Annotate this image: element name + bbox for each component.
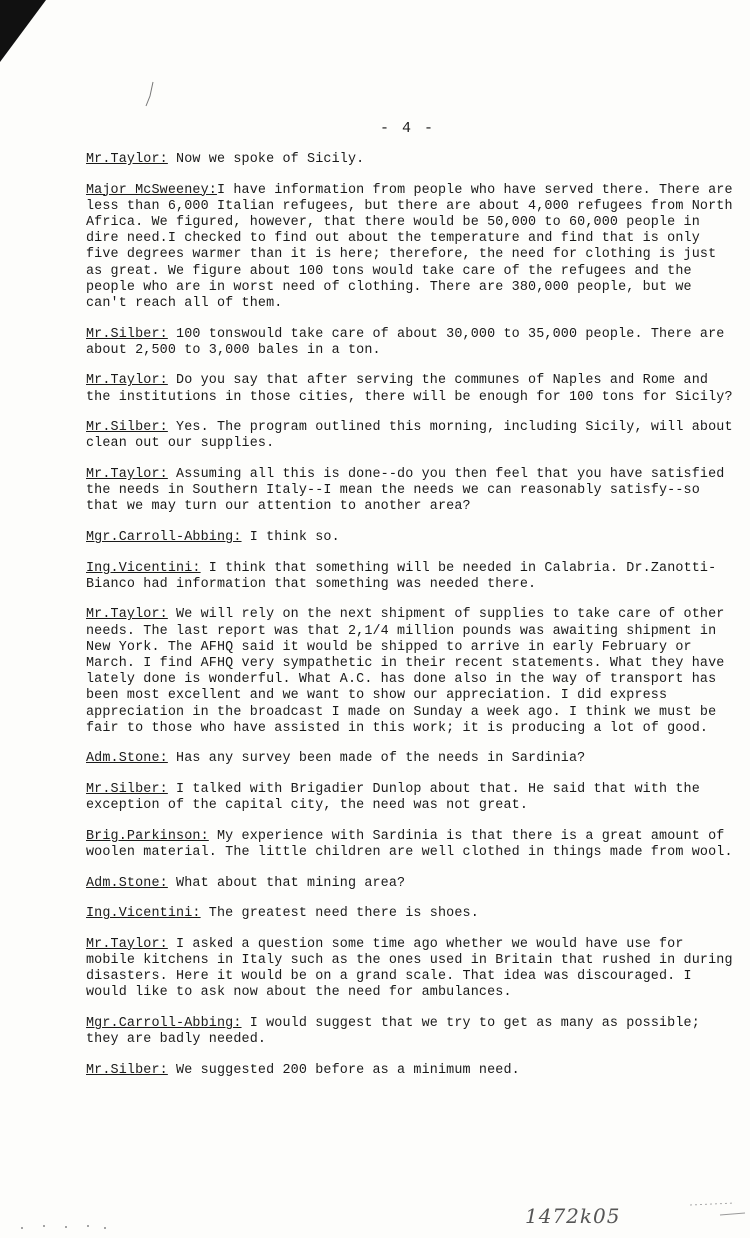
speaker-name: Mr.Taylor: xyxy=(86,467,168,482)
statement-text: My experience with Sardinia is that there is a great amount of woolen material. The little children are well clothed in things made from wool. xyxy=(86,828,733,860)
dialogue-paragraph xyxy=(86,751,736,767)
dialogue-paragraph xyxy=(86,327,736,359)
statement-text: I asked a question some time ago whether we would have use for mobile kitchens in Italy such as the ones used in Britain that rushed in during disasters. Here it would be on a grand scale. That idea was discouraged. I would like to ask now about the need for ambulances. xyxy=(86,936,733,1001)
speaker-name: Ing.Vicentini: xyxy=(86,560,201,576)
dialogue-paragraph xyxy=(86,152,736,168)
speaker-name: Mr.Taylor: xyxy=(86,936,168,952)
dialogue-paragraph xyxy=(86,183,736,313)
statement-text: We will rely on the next shipment of supplies to take care of other needs. The last report was that 2,1/4 million pounds was awaiting shipment in New York. The AFHQ said it would be shipped to arrive in early February or March. I find AFHQ very sympathetic in their recent statements. What they have lately done is wonderful. What A.C. has done also in the way of transport has been most excellent and we want to show our appreciation. I did express appreciation in the broadcast I made on Sunday a week ago. I think we must be fair to those who have assisted in this work; it is producing a lot of good. xyxy=(86,607,725,736)
statement-text: Now we spoke of Sicily. xyxy=(167,152,365,167)
dialogue-paragraph xyxy=(86,373,736,405)
scan-specks xyxy=(0,1195,750,1235)
folded-corner xyxy=(0,0,46,62)
statement-text: I would suggest that we try to get as many as possible; they are badly needed. xyxy=(86,1015,700,1048)
speaker-name: Mr.Taylor: xyxy=(86,607,168,623)
dialogue-paragraph xyxy=(86,530,736,546)
speaker-name: Mr.Silber: xyxy=(86,326,168,342)
statement-text: Assuming all this is done--do you then feel that you have satisfied the needs in Southern Italy--I mean the needs we can reasonably satisfy--so that we may turn our attention to another area? xyxy=(86,467,725,515)
speaker-name: Adm.Stone: xyxy=(86,751,168,767)
dialogue-paragraph xyxy=(86,420,736,452)
dialogue-paragraph xyxy=(86,782,736,814)
speaker-name: Ing.Vicentini: xyxy=(86,906,201,922)
dialogue-paragraph xyxy=(86,829,736,861)
dialogue-paragraph xyxy=(86,607,736,737)
statement-text: I have information from people who have served there. There are less than 6,000 Italian refugees, but there are about 4,000 refugees from North Africa. We figured, however, that there would be 50,000 to 60,000 people in dire need.I checked to find out about the temperature and find that is only five degrees warmer than it is here; therefore, the need for clothing is just as great. We figure about 100 tons would take care of the refugees and the people who are in worst need of clothing. There are 380,000 people, but we can't reach all of them. xyxy=(86,182,733,312)
statement-text: Yes. The program outlined this morning, including Sicily, will about clean out our supplies. xyxy=(86,420,733,452)
dialogue-paragraph xyxy=(86,906,736,922)
statement-text: Has any survey been made of the needs in Sardinia? xyxy=(167,751,586,767)
statement-text: I think that something will be needed in Calabria. Dr.Zanotti-Bianco had information that something was needed there. xyxy=(86,560,717,592)
statement-text: I think so. xyxy=(241,530,340,545)
pencil-mark xyxy=(138,80,158,110)
statement-text: What about that mining area? xyxy=(167,875,406,891)
speaker-name: Mr.Taylor: xyxy=(86,152,168,167)
speaker-name: Brig.Parkinson: xyxy=(86,828,209,844)
dialogue-paragraph xyxy=(86,561,736,593)
speaker-name: Adm.Stone: xyxy=(86,875,168,891)
speaker-name: Major McSweeney: xyxy=(86,182,217,198)
statement-text: 100 tonswould take care of about 30,000 to 35,000 people. There are about 2,500 to 3,000 bales in a ton. xyxy=(86,326,725,358)
transcript-body xyxy=(86,152,736,1093)
dialogue-paragraph xyxy=(86,1063,736,1079)
dialogue-paragraph xyxy=(86,467,736,516)
page-number: - 4 - xyxy=(380,120,436,137)
dialogue-paragraph xyxy=(86,1016,736,1048)
statement-text: Do you say that after serving the communes of Naples and Rome and the institutions in those cities, there will be enough for 100 tons for Sicily? xyxy=(86,373,733,405)
handwritten-note: 1472k05 xyxy=(525,1204,621,1228)
speaker-name: Mr.Taylor: xyxy=(86,373,168,389)
speaker-name: Mr.Silber: xyxy=(86,782,168,797)
speaker-name: Mgr.Carroll-Abbing: xyxy=(86,530,242,545)
statement-text: I talked with Brigadier Dunlop about that. He said that with the exception of the capital city, the need was not great. xyxy=(86,782,700,814)
statement-text: We suggested 200 before as a minimum need. xyxy=(167,1062,520,1078)
dialogue-paragraph xyxy=(86,937,736,1002)
speaker-name: Mr.Silber: xyxy=(86,420,168,436)
dialogue-paragraph xyxy=(86,876,736,892)
speaker-name: Mr.Silber: xyxy=(86,1062,168,1078)
speaker-name: Mgr.Carroll-Abbing: xyxy=(86,1015,242,1031)
statement-text: The greatest need there is shoes. xyxy=(200,906,479,922)
